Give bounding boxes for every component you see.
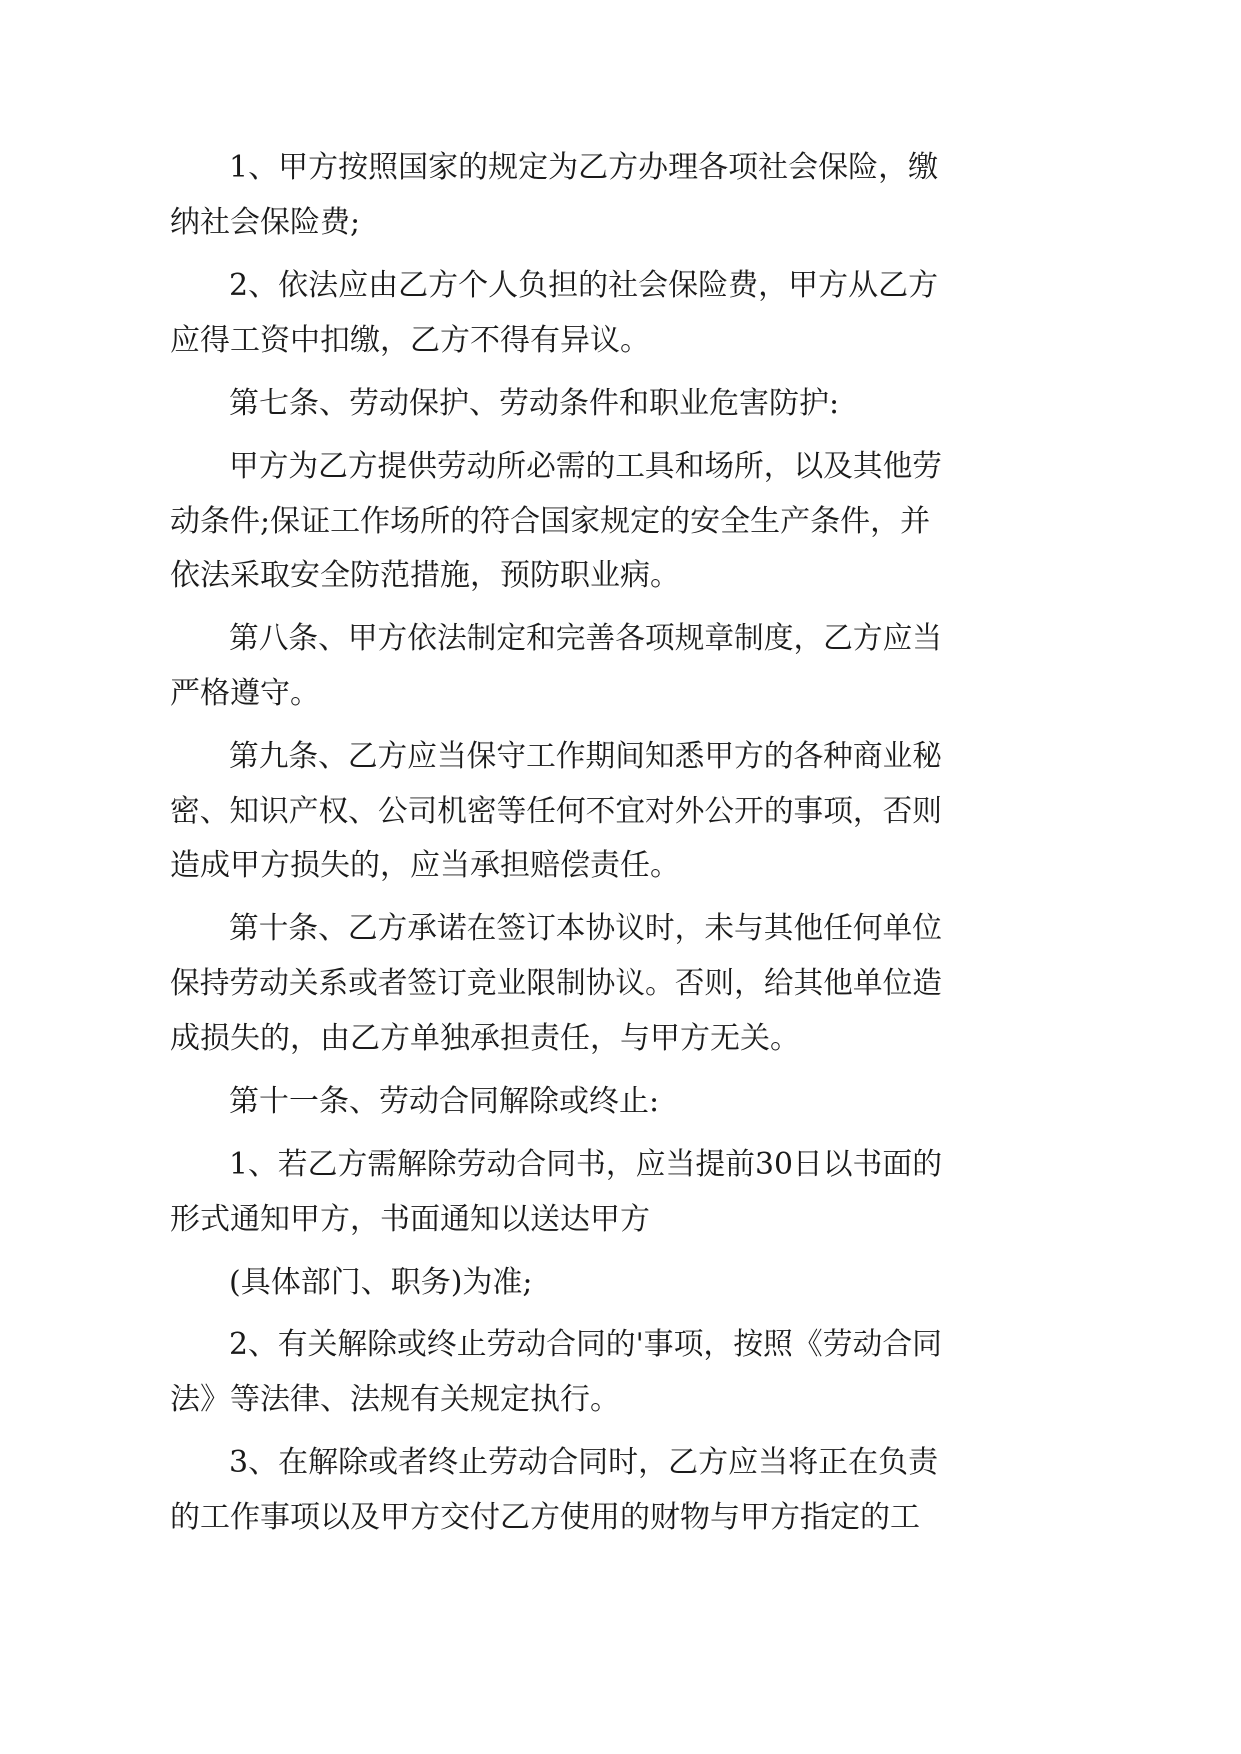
- text-line: 2、依法应由乙方个人负担的社会保险费，甲方从乙方: [229, 268, 939, 303]
- text-line: 严格遵守。: [170, 676, 320, 711]
- text-line: 造成甲方损失的，应当承担赔偿责任。: [170, 848, 680, 883]
- text-line: 法》等法律、法规有关规定执行。: [170, 1382, 620, 1417]
- text-line: 第七条、劳动保护、劳动条件和职业危害防护:: [229, 386, 840, 421]
- text-line: 1、若乙方需解除劳动合同书，应当提前30日以书面的: [229, 1147, 943, 1182]
- text-line: 甲方为乙方提供劳动所必需的工具和场所，以及其他劳: [229, 449, 943, 484]
- text-line: 应得工资中扣缴，乙方不得有异议。: [170, 323, 650, 358]
- text-line: 第九条、乙方应当保守工作期间知悉甲方的各种商业秘: [229, 739, 943, 774]
- text-line: 纳社会保险费;: [170, 205, 361, 240]
- text-line: 第十一条、劳动合同解除或终止:: [229, 1084, 660, 1119]
- text-line: 动条件;保证工作场所的符合国家规定的安全生产条件，并: [170, 504, 931, 539]
- text-line: 成损失的，由乙方单独承担责任，与甲方无关。: [170, 1021, 800, 1056]
- text-line: 3、在解除或者终止劳动合同时，乙方应当将正在负责: [229, 1445, 939, 1480]
- text-line: 2、有关解除或终止劳动合同的'事项，按照《劳动合同: [229, 1327, 942, 1362]
- text-line: 形式通知甲方，书面通知以送达甲方: [170, 1202, 650, 1237]
- text-line: 依法采取安全防范措施，预防职业病。: [170, 558, 680, 593]
- text-line: 1、甲方按照国家的规定为乙方办理各项社会保险，缴: [229, 150, 939, 185]
- text-line: 第十条、乙方承诺在签订本协议时，未与其他任何单位: [229, 911, 943, 946]
- text-line: 保持劳动关系或者签订竞业限制协议。否则，给其他单位造: [170, 966, 942, 1001]
- text-line: 第八条、甲方依法制定和完善各项规章制度，乙方应当: [229, 621, 943, 656]
- text-line: 密、知识产权、公司机密等任何不宜对外公开的事项，否则: [170, 794, 942, 829]
- text-line: 的工作事项以及甲方交付乙方使用的财物与甲方指定的工: [170, 1500, 920, 1535]
- text-line: (具体部门、职务)为准;: [229, 1265, 533, 1300]
